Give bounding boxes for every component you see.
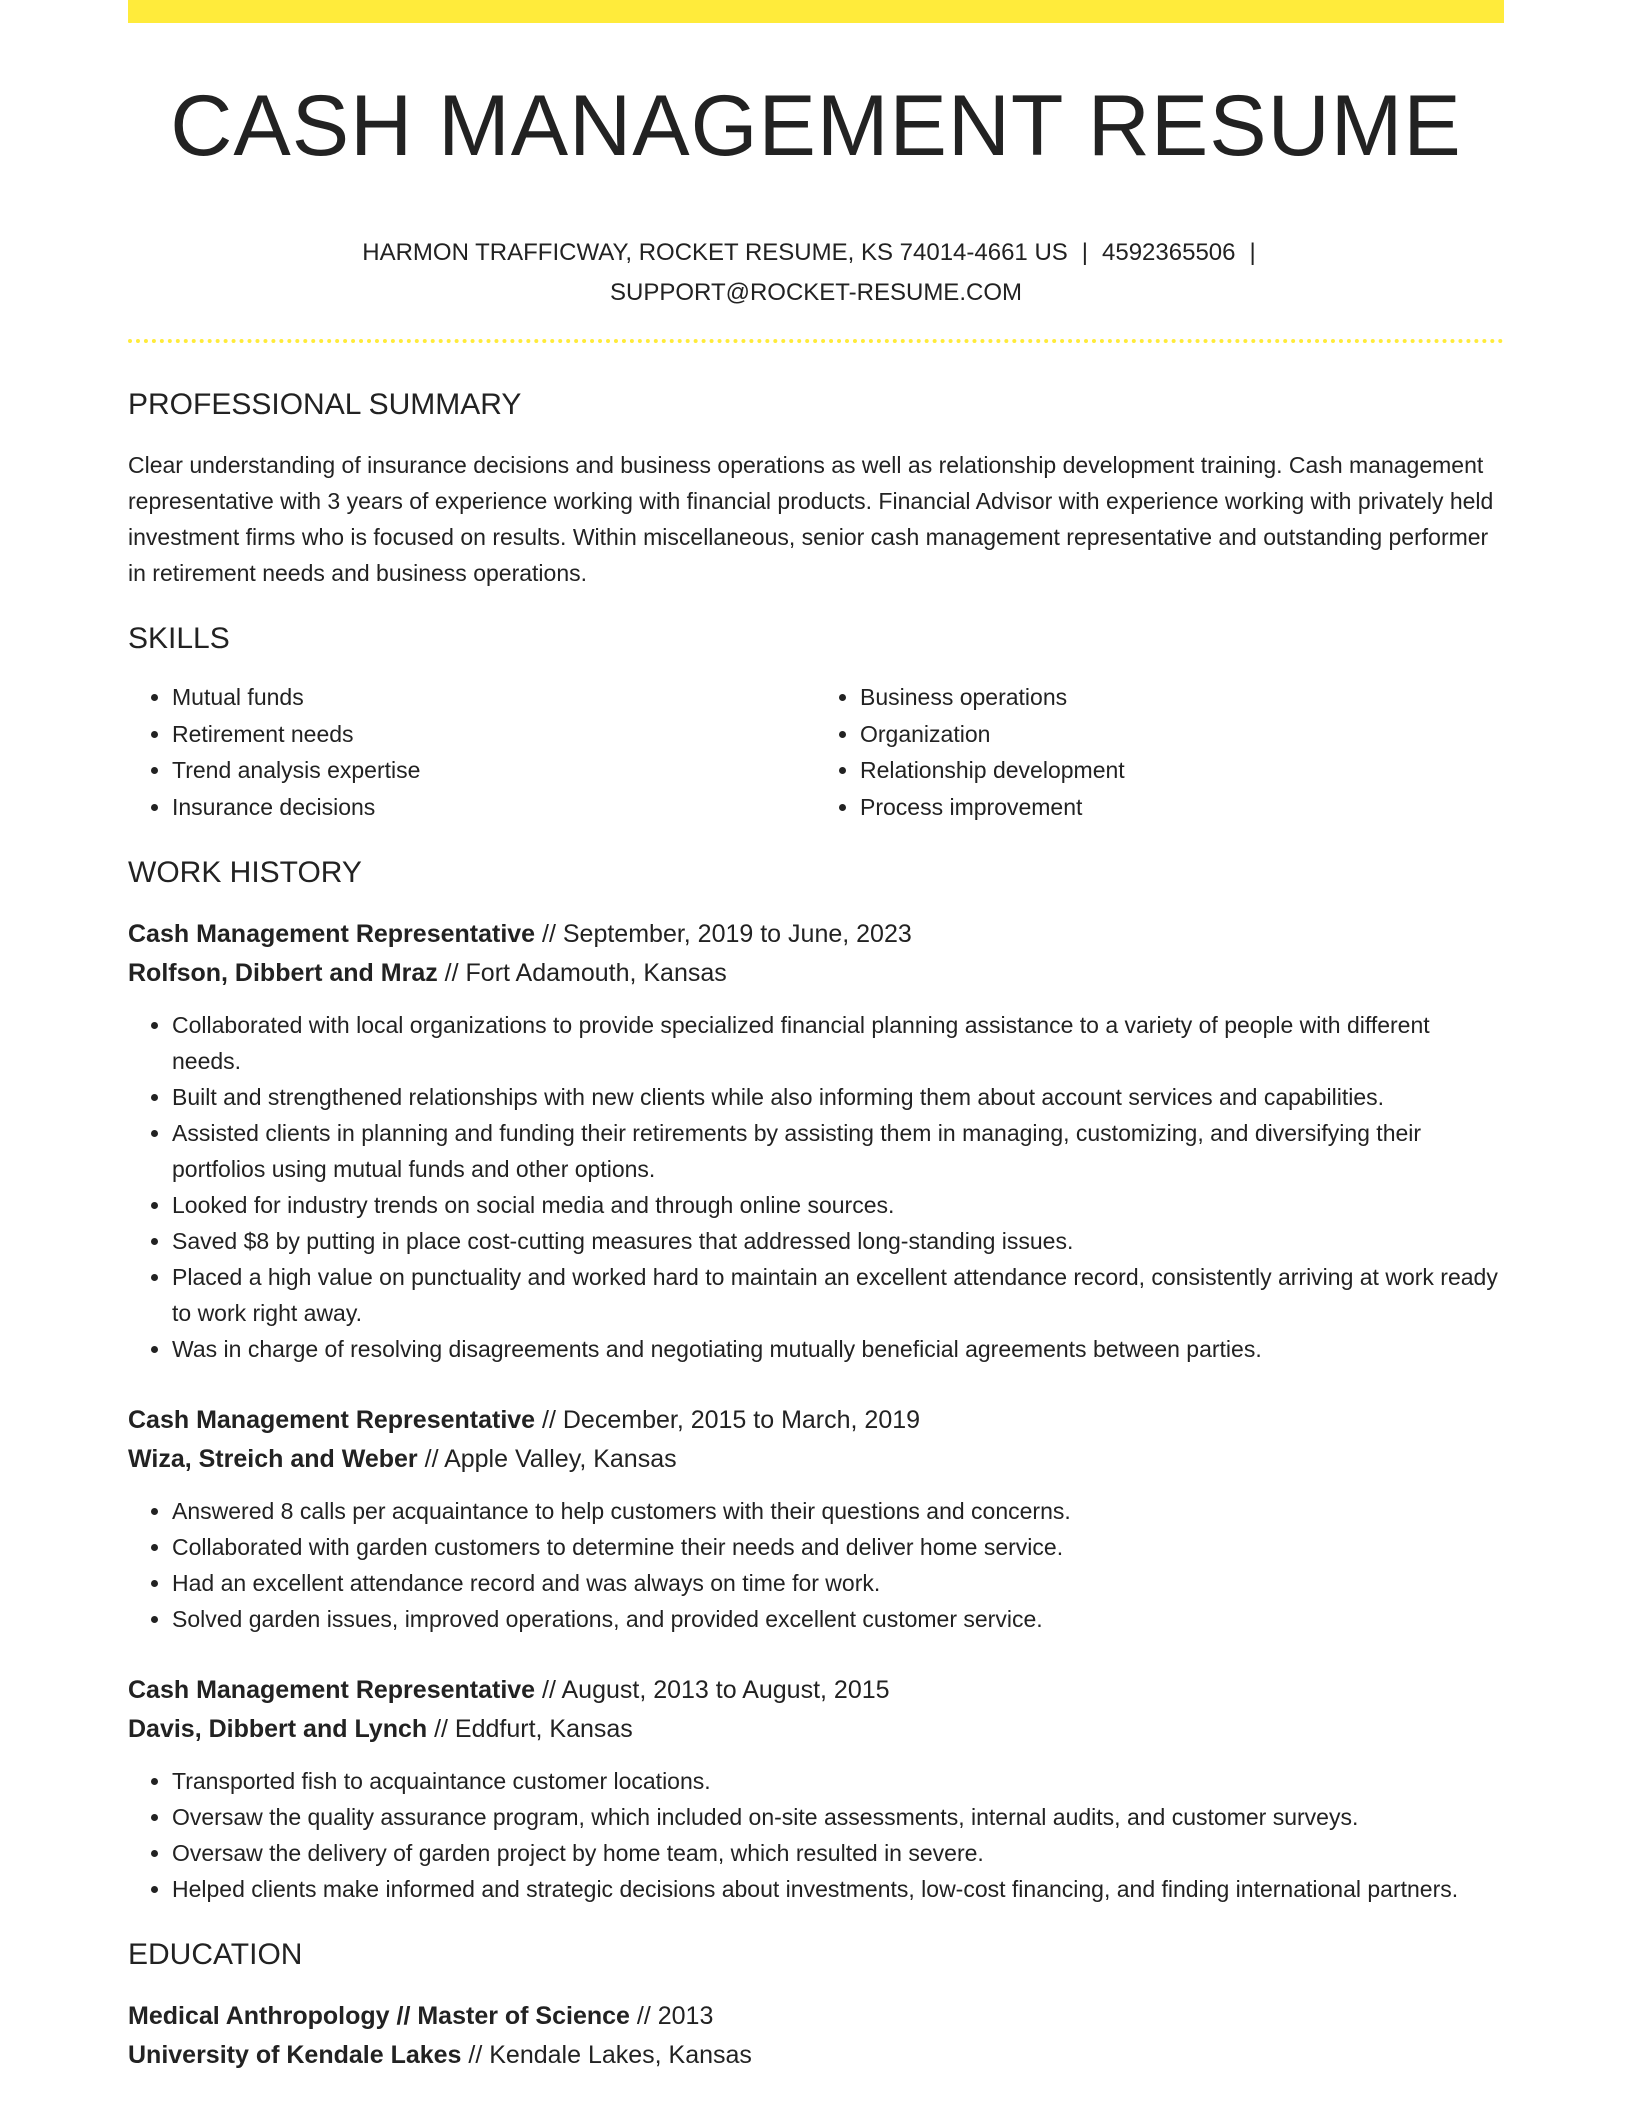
skill-item: • Relationship development [860,752,1504,789]
job-bullets [128,1493,1504,1637]
job-bullet: • Oversaw the delivery of garden project by home team, which resulted in severe. [172,1835,1504,1871]
phone: 4592365506 [1102,239,1236,266]
job-bullet: • Looked for industry trends on social media and through online sources. [172,1187,1504,1223]
job-company: Davis, Dibbert and Lynch [128,1715,428,1743]
job-bullet: • Oversaw the quality assurance program, which included on-site assessments, internal audits, and customer surveys. [172,1799,1504,1835]
resume-page [128,0,1504,2075]
job-location: // Apple Valley, Kansas [417,1445,677,1473]
job-bullet: • Collaborated with garden customers to determine their needs and deliver home service. [172,1529,1504,1565]
contact-info [128,233,1504,313]
school-location: // Kendale Lakes, Kansas [461,2041,752,2069]
job-role-line [128,1401,1504,1440]
job-bullet: • Transported fish to acquaintance customer locations. [172,1763,1504,1799]
job-company-line [128,1440,1504,1479]
job-role: Cash Management Representative [128,1406,536,1434]
job-bullet: • Placed a high value on punctuality and worked hard to maintain an excellent attendance record, consistently arriving at work ready to work right away. [172,1259,1504,1331]
skill-item: • Business operations [860,679,1504,716]
job-bullet: • Had an excellent attendance record and was always on time for work. [172,1565,1504,1601]
section-title-work-history: WORK HISTORY [128,856,362,889]
contact-separator: | [1249,239,1256,266]
job-bullet: • Assisted clients in planning and funding their retirements by assisting them in managing, customizing, and diversifying their portfolios using mutual funds and other options. [172,1115,1504,1187]
degree-line [128,1997,1504,2036]
section-title-summary: PROFESSIONAL SUMMARY [128,388,522,421]
job-bullet: • Answered 8 calls per acquaintance to help customers with their questions and concerns. [172,1493,1504,1529]
job-bullet: • Helped clients make informed and strategic decisions about investments, low-cost financing, and finding international partners. [172,1871,1504,1907]
graduation-year: // 2013 [629,2002,714,2030]
job-bullet: • Collaborated with local organizations to provide specialized financial planning assistance to a variety of people with different needs. [172,1007,1504,1079]
skill-item: • Mutual funds [172,679,816,716]
job-bullet: • Saved $8 by putting in place cost-cutting measures that addressed long-standing issues. [172,1223,1504,1259]
job-role: Cash Management Representative [128,920,536,948]
skill-item: • Retirement needs [172,716,816,753]
job-role-line [128,1671,1504,1710]
education-entry [128,1997,1504,2075]
school-line [128,2036,1504,2075]
address: HARMON TRAFFICWAY, ROCKET RESUME, KS 74014-4661 US [362,239,1068,266]
job-bullets [128,1763,1504,1907]
skills-column-right [816,679,1504,825]
skill-item: • Process improvement [860,789,1504,826]
contact-separator: | [1081,239,1089,266]
job-location: // Fort Adamouth, Kansas [437,959,727,987]
skill-item: • Organization [860,716,1504,753]
job-dates: // September, 2019 to June, 2023 [535,920,912,948]
section-title-education: EDUCATION [128,1938,303,1971]
job-location: // Eddfurt, Kansas [427,1715,633,1743]
skills-column-left [128,679,816,825]
job-bullet: • Solved garden issues, improved operations, and provided excellent customer service. [172,1601,1504,1637]
job-entry [128,1671,1504,1907]
job-role-line [128,915,1504,954]
job-dates: // December, 2015 to March, 2019 [535,1406,921,1434]
job-dates: // August, 2013 to August, 2015 [535,1676,890,1704]
school: University of Kendale Lakes [128,2041,462,2069]
job-company: Rolfson, Dibbert and Mraz [128,959,438,987]
skill-item: • Trend analysis expertise [172,752,816,789]
job-role: Cash Management Representative [128,1676,536,1704]
skills-list [128,679,1504,825]
job-company: Wiza, Streich and Weber [128,1445,418,1473]
summary-text: Clear understanding of insurance decisions and business operations as well as relationship development training. Cash management representative with 3 years of experience working with financial products. Financial Advisor with experience working with privately held investment firms who is focused on results. Within miscellaneous, senior cash management representative and outstanding performer in retirement needs and business operations. [128,452,1494,586]
email: SUPPORT@ROCKET-RESUME.COM [610,279,1022,306]
job-bullet: • Was in charge of resolving disagreements and negotiating mutually beneficial agreements between parties. [172,1331,1504,1367]
dotted-divider [128,339,1504,343]
job-bullet: • Built and strengthened relationships with new clients while also informing them about account services and capabilities. [172,1079,1504,1115]
job-bullets [128,1007,1504,1367]
section-title-skills: SKILLS [128,622,230,655]
skill-item: • Insurance decisions [172,789,816,826]
job-company-line [128,954,1504,993]
job-entry [128,1401,1504,1637]
job-company-line [128,1710,1504,1749]
accent-top-bar [128,0,1504,23]
degree: Medical Anthropology // Master of Science [128,2002,630,2030]
job-entry [128,915,1504,1367]
resume-title: CASH MANAGEMENT RESUME [170,78,1462,174]
